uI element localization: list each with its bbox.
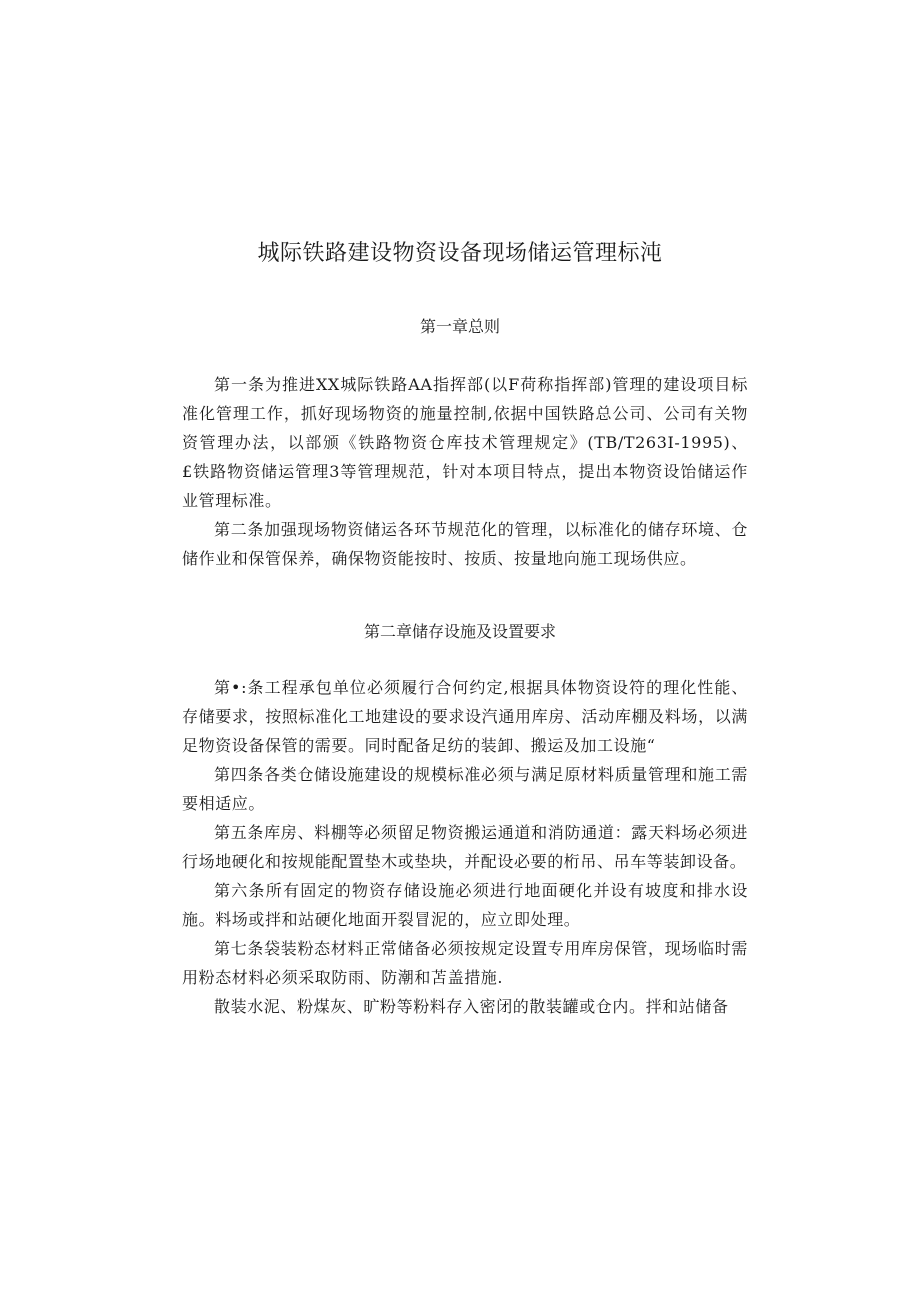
- chapter-2-body: [182, 673, 748, 1021]
- paragraph: 第一条为推进XX城际铁路AA指挥部(以F荷称指挥部)管理的建设项目标准化管理工作，抓好现场物资的施量控制,依据中国铁路总公司、公司有关物资管理办法，以部颁《铁路物资仓库技术管理规定》(TB/T263I-1995)、£铁路物资储运管理3等管理规范，针对本项目特点，提出本物资设饴储运作业管理标准。: [182, 375, 748, 510]
- chapter-1-heading: 第一章总则: [419, 317, 500, 336]
- paragraph: 散装水泥、粉煤灰、旷粉等粉料存入密闭的散装罐或仓内。拌和站储备: [214, 997, 729, 1016]
- chapter-2-heading: 第二章储存设施及设置要求: [363, 622, 556, 641]
- paragraph: 第七条袋装粉态材料正常储备必须按规定设置专用库房保管，现场临时需用粉态材料必须采取防雨、防潮和苫盖措施.: [182, 939, 748, 987]
- document-title: 城际铁路建设物资设备现场储运管理标沌: [257, 241, 663, 266]
- paragraph: 第五条库房、料棚等必须留足物资搬运通道和消防通道：露天料场必须进行场地硬化和按规能配置垫木或垫块，并配设必要的桁吊、吊车等装卸设备。: [182, 823, 748, 871]
- paragraph: 第六条所有固定的物资存储设施必须进行地面硬化并设有坡度和排水设施。料场或拌和站硬化地面开裂冒泥的，应立即处理。: [182, 881, 748, 929]
- chapter-1-body: [182, 370, 748, 573]
- paragraph: 第二条加强现场物资储运各环节规范化的管理，以标准化的储存环境、仓储作业和保管保养，确保物资能按时、按质、按量地向施工现场供应。: [182, 520, 748, 568]
- paragraph: 第四条各类仓储设施建设的规模标准必须与满足原材料质量管理和施工需要相适应。: [182, 765, 748, 813]
- paragraph: 第•:条工程承包单位必须履行合何约定,根据具体物资设符的理化性能、存储要求，按照标准化工地建设的要求设汽通用库房、活动库棚及料场，以满足物资设备保管的需要。同时配备足纺的装卸、搬运及加工设施“: [182, 678, 748, 755]
